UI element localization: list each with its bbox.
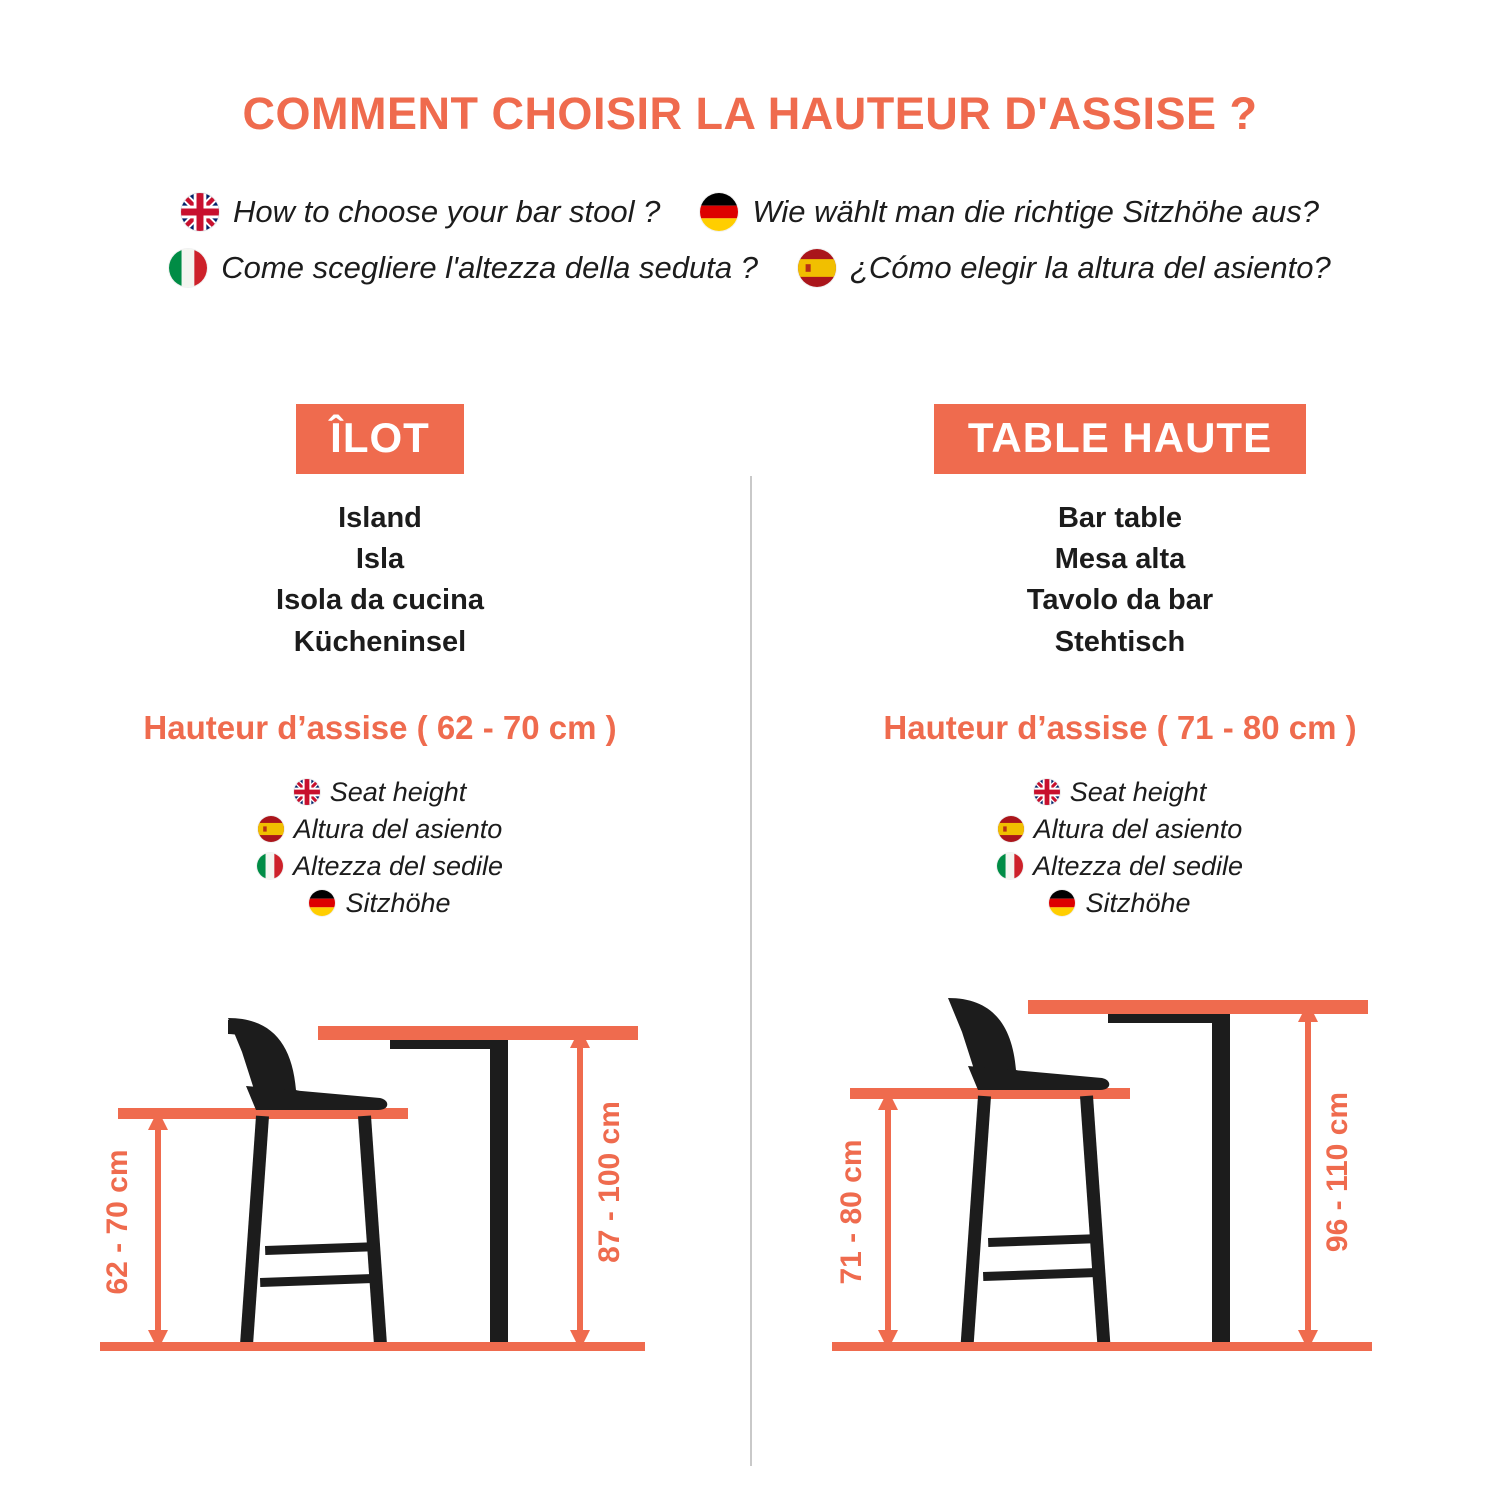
flag-uk-icon	[181, 193, 219, 231]
flag-spain-icon	[798, 249, 836, 287]
translation-item	[798, 249, 1331, 287]
flag-germany-icon	[309, 890, 335, 916]
category-name: Bar table	[1057, 502, 1183, 534]
translation-item	[169, 249, 758, 287]
translation-text: Wie wählt man die richtige Sitzhöhe aus?	[752, 194, 1319, 229]
page-title: COMMENT CHOISIR LA HAUTEUR D'ASSISE ?	[242, 88, 1258, 139]
seat-translation-text: Altezza del sedile	[292, 850, 504, 881]
seat-translation-row	[1049, 888, 1190, 919]
seat-translation-row	[997, 851, 1243, 882]
seat-translation-text: Seat height	[329, 776, 467, 807]
column-ilot	[30, 404, 730, 919]
column-divider	[750, 476, 752, 1466]
flag-germany-icon	[1049, 890, 1075, 916]
seat-height-range-ilot: Hauteur d’assise ( 62 - 70 cm )	[143, 708, 617, 746]
flag-italy-icon	[997, 853, 1023, 879]
seat-translation-text: Sitzhöhe	[345, 887, 451, 918]
seat-height-translations-table-haute	[770, 777, 1470, 919]
category-names-table-haute	[770, 498, 1470, 663]
category-name: Island	[338, 502, 422, 534]
table-dimension-label-ilot: 87 - 100 cm	[593, 1101, 626, 1263]
category-name: Kücheninsel	[293, 625, 467, 658]
category-name: Isola da cucina	[276, 584, 484, 617]
translation-text: ¿Cómo elegir la altura del asiento?	[849, 250, 1331, 285]
translation-text: How to choose your bar stool ?	[233, 194, 661, 229]
flag-uk-icon	[294, 779, 320, 805]
seat-translation-row	[257, 851, 503, 882]
seat-translation-row	[998, 814, 1243, 845]
seat-height-translations-ilot	[30, 777, 730, 919]
flag-uk-icon	[1034, 779, 1060, 805]
translation-row	[0, 249, 1500, 287]
seat-dimension-label-table-haute: 71 - 80 cm	[835, 1139, 868, 1285]
flag-italy-icon	[257, 853, 283, 879]
translation-row	[0, 193, 1500, 231]
flag-spain-icon	[998, 816, 1024, 842]
seat-translation-text: Sitzhöhe	[1085, 887, 1191, 918]
seat-translation-row	[294, 777, 467, 808]
seat-translation-row	[258, 814, 503, 845]
seat-translation-text: Altura del asiento	[1033, 813, 1243, 844]
column-table-haute	[770, 404, 1470, 919]
diagram-table-haute	[820, 990, 1420, 1390]
seat-translation-text: Altezza del sedile	[1032, 850, 1244, 881]
seat-translation-row	[309, 888, 450, 919]
seat-height-range-table-haute: Hauteur d’assise ( 71 - 80 cm )	[883, 708, 1357, 746]
table-dimension-label-table-haute: 96 - 110 cm	[1321, 1091, 1354, 1253]
category-name: Tavolo da bar	[1026, 584, 1214, 617]
flag-germany-icon	[700, 193, 738, 231]
category-names-ilot	[30, 498, 730, 663]
translation-item	[700, 193, 1319, 231]
category-badge-table-haute: TABLE HAUTE	[934, 404, 1306, 474]
translation-item	[181, 193, 660, 231]
translation-text: Come scegliere l'altezza della seduta ?	[221, 250, 758, 285]
flag-spain-icon	[258, 816, 284, 842]
seat-translation-text: Seat height	[1069, 776, 1207, 807]
category-name: Stehtisch	[1054, 625, 1186, 658]
seat-dimension-label-ilot: 62 - 70 cm	[101, 1149, 134, 1295]
diagram-ilot	[60, 990, 680, 1390]
seat-translation-row	[1034, 777, 1207, 808]
category-name: Isla	[355, 543, 405, 576]
category-badge-ilot: ÎLOT	[296, 404, 464, 474]
flag-italy-icon	[169, 249, 207, 287]
seat-translation-text: Altura del asiento	[293, 813, 503, 844]
title-translations	[0, 193, 1500, 305]
category-name: Mesa alta	[1054, 543, 1186, 576]
